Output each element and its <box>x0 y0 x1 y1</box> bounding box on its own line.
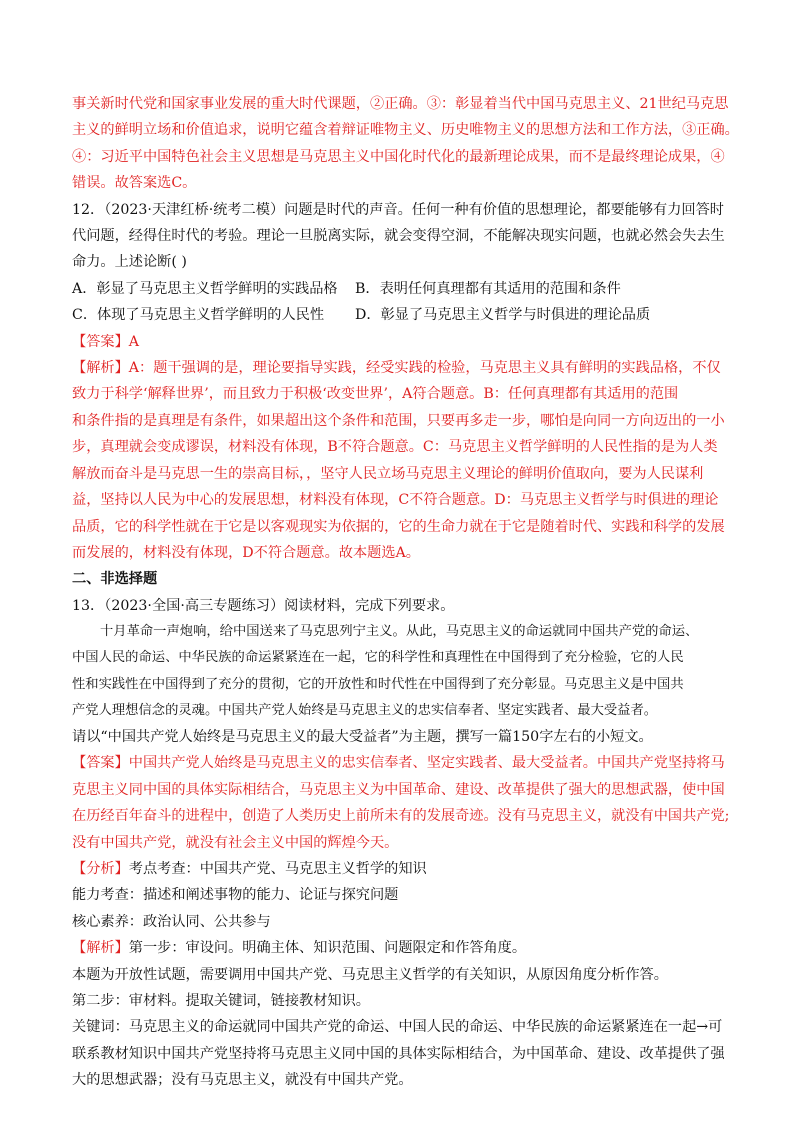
q13-jiexi-line: 第二步：审材料。提取关键词，链接教材知识。 <box>72 993 370 1009</box>
q13-material-line: 产党人理想信念的灵魂。中国共产党人始终是马克思主义的忠实信奉者、坚定实践者、最大受益者。 <box>72 702 658 718</box>
q12-option-c: C．体现了马克思主义哲学鲜明的人民性 <box>72 307 325 324</box>
q12-analysis-line: 【解析】A：题干强调的是，理论要指导实践，经受实践的检验，马克思主义具有鲜明的实践品格，不仅 <box>72 360 721 377</box>
page-content <box>72 91 742 1094</box>
q12-stem-line: 命力。上述论断( ) <box>72 254 187 271</box>
answer-tag: 【答案】 <box>72 333 129 350</box>
q12-analysis-line: 而发展的，材料没有体现，D不符合题意。故本题选A。 <box>72 544 420 561</box>
analysis-tag: 【解析】 <box>72 360 129 377</box>
answer-tag: 【答案】 <box>72 755 129 772</box>
q13-answer-line: 在历经百年奋斗的进程中，创造了人类历史上前所未有的发展奇迹。没有马克思主义，就没有中国共产党; <box>72 808 730 825</box>
prev-explanation-line: 主义的鲜明立场和价值追求，说明它蕴含着辩证唯物主义、历史唯物主义的思想方法和工作方法，③正确。 <box>72 122 739 139</box>
answer-value: A <box>128 333 140 350</box>
q13-jiexi-line: 关键词：马克思主义的命运就同中国共产党的命运、中国人民的命运、中华民族的命运紧紧连在一起→可 <box>72 1019 723 1036</box>
q12-analysis-line: 致力于科学‘解释世界’，而且致力于积极‘改变世界’，A符合题意。B：任何真理都有其适用的范围 <box>72 386 679 403</box>
q13-requirement: 请以“中国共产党人始终是马克思主义的最大受益者”为主题，撰写一篇150字左右的小短文。 <box>72 728 653 745</box>
q13-answer-line: 【答案】中国共产党人始终是马克思主义的忠实信奉者、坚定实践者、最大受益者。中国共产党坚持将马 <box>72 755 725 772</box>
q12-analysis-line: 益，坚持以人民为中心的发展思想，材料没有体现，C不符合题意。D：马克思主义哲学与时俱进的理论 <box>72 492 719 509</box>
q12-options-row <box>72 302 742 328</box>
fenxi-tag: 【分析】 <box>72 860 129 877</box>
q12-option-d: D．彰显了马克思主义哲学与时俱进的理论品质 <box>355 307 651 324</box>
q12-options-row <box>72 276 742 302</box>
q13-material-line: 中国人民的命运、中华民族的命运紧紧连在一起，它的科学性和真理性在中国得到了充分检验，它的人民 <box>72 650 684 666</box>
q13-jiexi-line: 大的思想武器；没有马克思主义，就没有中国共产党。 <box>72 1072 413 1089</box>
q13-fenxi: 【分析】考点考查：中国共产党、马克思主义哲学的知识 <box>72 860 427 877</box>
section-title: 二、非选择题 <box>72 571 158 588</box>
q13-material-line: 十月革命一声炮响，给中国送来了马克思列宁主义。从此，马克思主义的命运就同中国共产党的命运、 <box>100 624 699 640</box>
q12-analysis-line: 步，真理就会变成谬误，材料没有体现，B不符合题意。C：马克思主义哲学鲜明的人民性指的是为人类 <box>72 439 718 456</box>
prev-explanation-line: 事关新时代党和国家事业发展的重大时代课题，②正确。③：彰显着当代中国马克思主义、21世纪马克思 <box>72 96 729 112</box>
q13-literacy: 核心素养：政治认同、公共参与 <box>72 913 271 930</box>
q12-analysis-line: 品质，它的科学性就在于它是以客观现实为依据的，它的生命力就在于它是随着时代、实践和科学的发展 <box>72 518 725 535</box>
q12-analysis-line: 和条件指的是真理是有条件，如果超出这个条件和范围，只要再多走一步，哪怕是向同一方向迈出的一小 <box>72 412 725 429</box>
q12-option-b: B．表明任何真理都有其适用的范围和条件 <box>355 280 621 297</box>
prev-explanation-line: ④：习近平中国特色社会主义思想是马克思主义中国化时代化的最新理论成果，而不是最终理论成果，④ <box>72 148 725 165</box>
q12-answer <box>72 329 742 355</box>
q12-analysis-line: 解放而奋斗是马克思一生的崇高目标，，坚守人民立场马克思主义理论的鲜明价值取向，要为人民谋利 <box>72 465 704 482</box>
q13-jiexi-line: 【解析】第一步：审设问。明确主体、知识范围、问题限定和作答角度。 <box>72 940 527 957</box>
q13-ability: 能力考查：描述和阐述事物的能力、论证与探究问题 <box>72 887 399 904</box>
q13-material-line: 性和实践性在中国得到了充分的贯彻，它的开放性和时代性在中国得到了充分彰显。马克思主义是中国共 <box>72 676 684 692</box>
q13-answer-line: 克思主义同中国的具体实际相结合，马克思主义为中国革命、建设、改革提供了强大的思想武器，使中国 <box>72 781 725 798</box>
q13-stem: 13．（2023·全国·高三专题练习）阅读材料，完成下列要求。 <box>72 597 455 614</box>
q13-jiexi-line: 联系教材知识中国共产党坚持将马克思主义同中国的具体实际相结合，为中国革命、建设、改革提供了强 <box>72 1045 725 1062</box>
prev-explanation-line: 错误。故答案选C。 <box>72 175 197 192</box>
q12-stem-line: 代问题，经得住时代的考验。理论一旦脱离实际，就会变得空洞，不能解决现实问题，也就必然会失去生 <box>72 228 725 245</box>
q13-answer-line: 没有中国共产党，就没有社会主义中国的辉煌今天。 <box>72 834 399 851</box>
q12-option-a: A．彰显了马克思主义哲学鲜明的实践品格 <box>72 280 338 297</box>
q13-jiexi-line: 本题为开放性试题，需要调用中国共产党、马克思主义哲学的有关知识，从原因角度分析作答。 <box>72 966 668 983</box>
jiexi-tag: 【解析】 <box>72 940 129 957</box>
q12-stem-line: 12．（2023·天津红桥·统考二模）问题是时代的声音。任何一种有价值的思想理论，都要能够有力回答时 <box>72 201 724 218</box>
